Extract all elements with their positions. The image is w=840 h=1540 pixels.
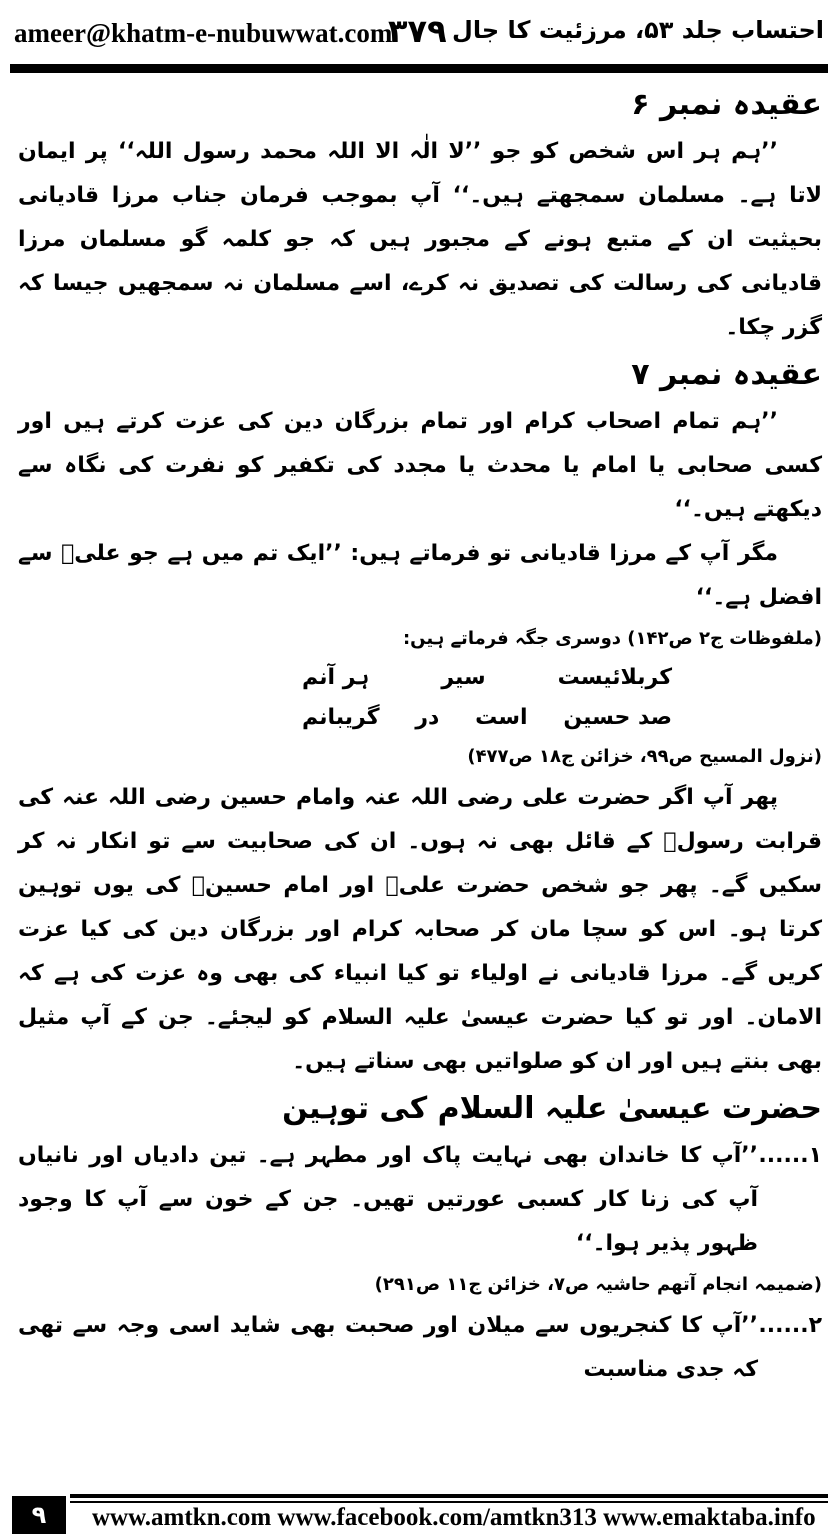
page-footer — [0, 1492, 840, 1540]
item-number: ۱...... — [758, 1143, 822, 1168]
paragraph-aqeeda-7-reply: مگر آپ کے مرزا قادیانی تو فرماتے ہیں: ’’ایک تم میں ہے جو علیؓ سے افضل ہے۔‘‘ — [18, 541, 822, 610]
couplet-word: کربلائیست — [557, 665, 672, 690]
reference-malfoozat: (ملفوظات ج۲ ص۱۴۲) دوسری جگہ فرماتے ہیں: — [402, 628, 822, 649]
couplet-word: در — [415, 705, 440, 730]
couplet-word: صد حسین — [563, 705, 672, 730]
page-header — [0, 0, 840, 70]
paragraph-aqeeda-7-quote: ’’ہم تمام اصحاب کرام اور تمام بزرگان دین کی عزت کرتے ہیں اور کسی صحابی یا امام یا محدث یا مجدد کی تکفیر کو نفرت کی نگاہ سے دیکھتے ہیں۔‘‘ — [18, 409, 822, 522]
footer-website-links: www.amtkn.com www.facebook.com/amtkn313 www.emaktaba.info — [92, 1504, 816, 1531]
header-email: ameer@khatm-e-nubuwwat.com — [14, 18, 393, 48]
paragraph-aqeeda-7-argument: پھر آپ اگر حضرت علی رضی اللہ عنہ وامام حسین رضی اللہ عنہ کی قرابت رسولؐ کے قائل بھی نہ ہوں۔ ان کی صحابیت سے تو انکار نہ کر سکیں گے۔ پھر جو شخص حضرت علیؓ اور امام حسینؓ کی یوں توہین کرتا ہو۔ اس کو سچا مان کر صحابہ کرام اور بزرگان دین کی کیا عزت کریں گے۔ مرزا قادیانی نے اولیاء تو کیا انبیاء کی بھی وہ عزت کی ہے کہ الامان۔ اور تو کیا حضرت عیسیٰ علیہ السلام کو لیجئے۔ جن کے آپ مثیل بھی بنتے ہیں اور ان کو صلواتیں بھی سناتے ہیں۔ — [18, 785, 822, 1074]
footer-page-index: ۹ — [12, 1496, 66, 1534]
heading-aqeeda-6: عقیدہ نمبر ۶ — [631, 87, 822, 122]
reference-nuzool-ul-maseeh: (نزول المسیح ص۹۹، خزائن ج۱۸ ص۴۷۷) — [467, 746, 822, 767]
persian-couplet — [302, 658, 822, 738]
couplet-word: سیر — [441, 665, 486, 690]
heading-insult-isa: حضرت عیسیٰ علیہ السلام کی توہین — [282, 1091, 822, 1126]
item-text: ’’آپ کا کنجریوں سے میلان اور صحبت بھی شاید اسی وجہ سے تھی کہ جدی مناسبت — [18, 1313, 758, 1382]
couplet-word: ہر آنم — [302, 665, 370, 690]
footer-rule — [70, 1494, 828, 1498]
paragraph-aqeeda-6: ’’ہم ہر اس شخص کو جو ’’لا الٰہ الا اللہ محمد رسول اللہ‘‘ پر ایمان لاتا ہے۔ مسلمان سمجھتے ہیں۔‘‘ آپ بموجب فرمان جناب مرزا قادیانی بحیثیت ان کے متبع ہونے کے مجبور ہیں کہ جو کلمہ گو مسلمان مرزا قادیانی کی رسالت کی تصدیق نہ کرے، اسے مسلمان نہ سمجھیں جیسا کہ گزر چکا۔ — [18, 139, 822, 340]
numbered-item-2 — [18, 1304, 822, 1392]
header-rule — [10, 64, 828, 73]
couplet-line-1 — [302, 658, 672, 698]
page-body — [18, 80, 822, 1392]
item-text: ’’آپ کا خاندان بھی نہایت پاک اور مطہر ہے۔ تین دادیاں اور نانیاں آپ کی زنا کار کسبی عورتیں تھیں۔ جن کے خون سے آپ کا وجود ظہور پذیر ہوا۔‘‘ — [18, 1143, 758, 1256]
numbered-item-1 — [18, 1134, 822, 1266]
couplet-word: گریبانم — [302, 705, 380, 730]
reference-zameema: (ضمیمہ انجام آتھم حاشیہ ص۷، خزائن ج۱۱ ص۲۹۱) — [374, 1274, 822, 1295]
footer-rule-thin — [70, 1501, 828, 1503]
heading-aqeeda-7: عقیدہ نمبر ۷ — [631, 357, 822, 392]
couplet-line-2 — [302, 698, 672, 738]
couplet-word: است — [475, 705, 528, 730]
header-book-title: احتساب جلد ۵۳، مرزئیت کا جال — [452, 16, 824, 44]
header-page-number: ۳۷۹ — [388, 12, 447, 50]
item-number: ۲...... — [758, 1313, 822, 1338]
